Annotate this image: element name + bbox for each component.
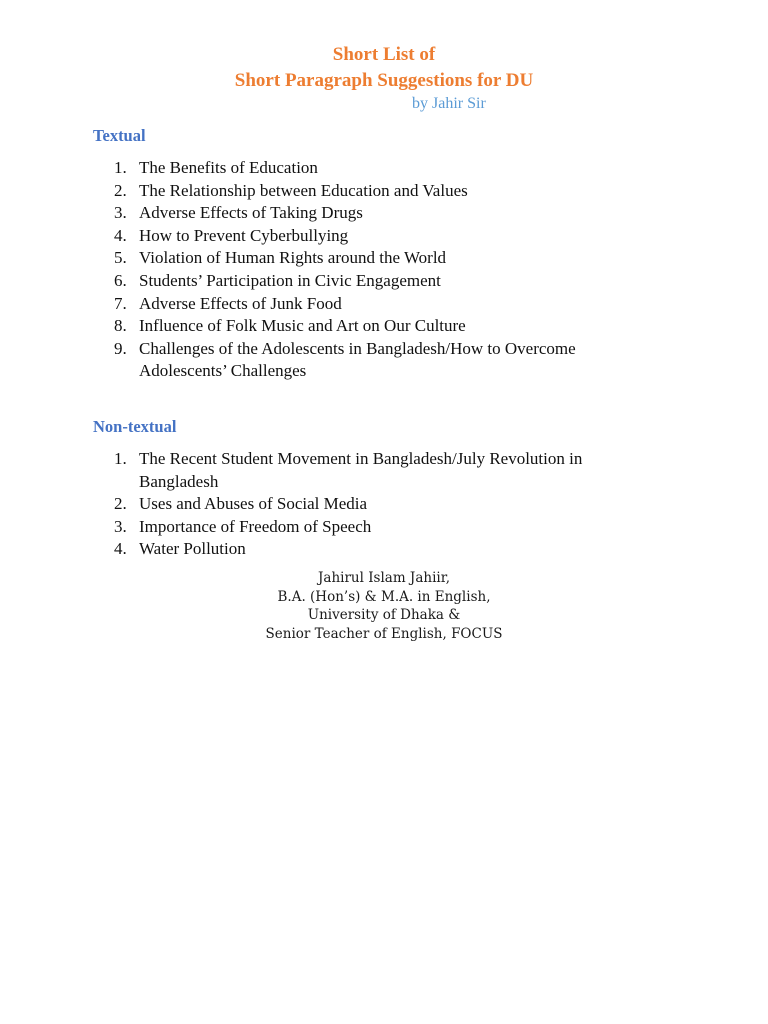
list-item-number: 4. bbox=[114, 225, 127, 245]
list-item-text: How to Prevent Cyberbullying bbox=[139, 225, 349, 245]
author-name: Jahirul Islam Jahiir, bbox=[317, 570, 450, 586]
list-item-number: 4. bbox=[114, 539, 127, 559]
author-degrees: B.A. (Hon’s) & M.A. in English, bbox=[277, 588, 491, 605]
list-item-number: 9. bbox=[114, 338, 127, 358]
list-item-number: 2. bbox=[114, 494, 127, 514]
document-title-line2: Short Paragraph Suggestions for DU bbox=[234, 70, 534, 91]
list-item-number: 8. bbox=[114, 316, 127, 336]
list-item-number: 2. bbox=[114, 180, 127, 200]
author-university: University of Dhaka & bbox=[307, 607, 461, 623]
list-item-text: Water Pollution bbox=[139, 539, 246, 559]
list-item-text: Importance of Freedom of Speech bbox=[139, 516, 372, 536]
list-item bbox=[0, 493, 768, 516]
list-item bbox=[0, 157, 768, 180]
list-item-number: 3. bbox=[114, 516, 127, 536]
list-item bbox=[0, 225, 768, 248]
list-item-number: 3. bbox=[114, 203, 127, 223]
list-item-text: The Benefits of Education bbox=[139, 158, 318, 177]
list-item-text: Violation of Human Rights around the World bbox=[139, 248, 447, 268]
list-item-text: Influence of Folk Music and Art on Our Culture bbox=[139, 316, 466, 336]
list-item bbox=[0, 180, 768, 203]
list-item bbox=[0, 448, 768, 493]
list-item-number: 6. bbox=[114, 270, 127, 290]
list-item-text: Adverse Effects of Junk Food bbox=[139, 293, 342, 313]
list-item-text: Adverse Effects of Taking Drugs bbox=[139, 203, 363, 223]
list-item bbox=[0, 202, 768, 225]
list-item bbox=[0, 270, 768, 293]
document-byline: by Jahir Sir bbox=[412, 95, 486, 112]
section-heading-nontextual: Non-textual bbox=[93, 417, 177, 436]
nontextual-list bbox=[0, 448, 768, 561]
list-item-text: The Relationship between Education and Values bbox=[139, 180, 468, 200]
list-item-number: 1. bbox=[114, 158, 127, 177]
author-signature-block bbox=[0, 569, 768, 643]
textual-list bbox=[0, 157, 768, 383]
section-heading-textual: Textual bbox=[93, 126, 146, 145]
list-item bbox=[0, 293, 768, 316]
list-item bbox=[0, 338, 768, 383]
list-item-number: 7. bbox=[114, 293, 127, 313]
list-item-text: Challenges of the Adolescents in Bangladesh/How to Overcome Adolescents’ Challenges bbox=[139, 338, 576, 381]
list-item-text: Uses and Abuses of Social Media bbox=[139, 494, 368, 514]
author-position: Senior Teacher of English, FOCUS bbox=[265, 625, 503, 642]
list-item-text: Students’ Participation in Civic Engagement bbox=[139, 270, 441, 290]
list-item-number: 1. bbox=[114, 449, 127, 468]
list-item bbox=[0, 516, 768, 539]
list-item-number: 5. bbox=[114, 248, 127, 268]
list-item bbox=[0, 315, 768, 338]
document-title-line1: Short List of bbox=[332, 44, 436, 65]
list-item-text: The Recent Student Movement in Bangladesh/July Revolution in Bangladesh bbox=[139, 449, 583, 491]
list-item bbox=[0, 538, 768, 561]
list-item bbox=[0, 247, 768, 270]
